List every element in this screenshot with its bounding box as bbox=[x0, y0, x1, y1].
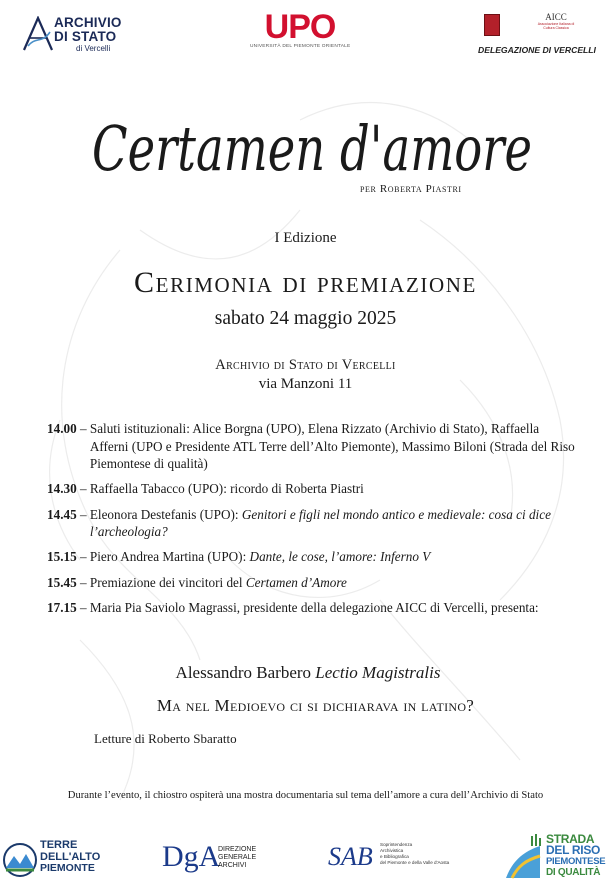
aicc-title: AICC bbox=[545, 12, 567, 22]
upo-subtitle: UNIVERSITÀ DEL PIEMONTE ORIENTALE bbox=[250, 44, 351, 49]
program-item: 14.00 – Saluti istituzionali: Alice Borgna (UPO), Elena Rizzato (Archivio di Stato), Raffaella Afferni (UPO e Presidente ATL Terre dell’Alto Piemonte), Massimo Biloni (Strada del Riso Piemontese di qualità) bbox=[47, 421, 575, 472]
program-list bbox=[47, 420, 577, 624]
aicc-subtitle: Associazione Italiana di Cultura Classica bbox=[537, 22, 575, 30]
program-item: 15.45 – Premiazione dei vincitori del Certamen d’Amore bbox=[47, 574, 347, 590]
program-talk-title: Genitori e figli nel mondo antico e medievale: cosa ci dice l’archeologia? bbox=[89, 506, 551, 540]
strada-riso-logo bbox=[502, 830, 610, 884]
venue-address: via Manzoni 11 bbox=[258, 376, 353, 392]
script-title-text: Certamen d'amore bbox=[92, 112, 532, 185]
strada-line1: STRADA bbox=[546, 832, 595, 846]
program-talk-title: Certamen d’Amore bbox=[245, 574, 347, 590]
dga-logo bbox=[162, 842, 272, 878]
program-time: 15.45 bbox=[47, 574, 77, 590]
program-item: 17.15 – Maria Pia Saviolo Magrassi, presidente della delegazione AICC di Vercelli, presenta: bbox=[47, 599, 539, 615]
program-time: 17.15 bbox=[47, 599, 77, 615]
sab-line3: e Bibliografica bbox=[380, 854, 409, 859]
program-text: Maria Pia Saviolo Magrassi, presidente della delegazione AICC di Vercelli, presenta: bbox=[89, 599, 539, 615]
strada-line3: PIEMONTESE bbox=[546, 856, 606, 867]
lectio-speaker-line bbox=[0, 663, 611, 683]
dga-line1: DIREZIONE bbox=[218, 846, 257, 853]
program-text: Piero Andrea Martina (UPO): bbox=[89, 549, 250, 565]
terre-line3: PIEMONTE bbox=[40, 862, 95, 874]
rice-field-icon bbox=[502, 832, 544, 882]
ceremony-title: Cerimonia di premiazione bbox=[134, 266, 477, 299]
archivio-di-stato-logo bbox=[22, 14, 142, 56]
archivio-a-icon bbox=[22, 16, 54, 52]
sab-line2: Archivistica bbox=[380, 848, 404, 853]
event-date: sabato 24 maggio 2025 bbox=[214, 308, 397, 329]
sab-line4: del Piemonte e della Valle d'Aosta bbox=[380, 860, 450, 865]
program-talk-title: Dante, le cose, l’amore: Inferno V bbox=[249, 549, 431, 565]
lectio-title: Lectio Magistralis bbox=[315, 663, 441, 682]
program-time: 14.00 bbox=[47, 421, 77, 436]
aicc-logo bbox=[478, 12, 604, 60]
program-text: Eleonora Destefanis (UPO): bbox=[89, 506, 242, 522]
dga-wordmark: DgA bbox=[162, 840, 221, 873]
strada-line2: DEL RISO bbox=[546, 843, 601, 857]
program-item: 14.30 – Raffaella Tabacco (UPO): ricordo di Roberta Piastri bbox=[47, 481, 364, 497]
soprintendenza-logo bbox=[328, 840, 478, 876]
script-title bbox=[0, 98, 611, 208]
venue: Archivio di Stato di Vercelli bbox=[215, 357, 396, 373]
terre-alto-piemonte-logo bbox=[2, 836, 117, 880]
dga-line3: ARCHIVI bbox=[218, 862, 247, 869]
program-time: 14.30 bbox=[47, 481, 77, 497]
program-time: 15.15 bbox=[47, 549, 77, 565]
program-text: Premiazione dei vincitori del bbox=[89, 574, 246, 590]
archivio-line3: di Vercelli bbox=[76, 44, 111, 53]
edition: I Edizione bbox=[274, 230, 337, 246]
upo-logo bbox=[250, 10, 350, 58]
program-item: 15.15 – Piero Andrea Martina (UPO): Dante, le cose, l’amore: Inferno V bbox=[47, 549, 431, 565]
dga-line2: GENERALE bbox=[218, 854, 257, 861]
archivio-line2: DI STATO bbox=[54, 29, 117, 44]
mountains-icon bbox=[2, 842, 38, 878]
terre-line1: TERRE bbox=[40, 839, 78, 851]
upo-wordmark: UPO bbox=[264, 8, 336, 46]
program-time: 14.45 bbox=[47, 506, 77, 522]
lectio-speaker: Alessandro Barbero bbox=[175, 663, 312, 682]
terre-line2: DELL'ALTO bbox=[40, 850, 101, 863]
sab-line1: Soprintendenza bbox=[380, 842, 413, 847]
strada-line4: DI QUALITÀ bbox=[546, 867, 601, 878]
program-text: Raffaella Tabacco (UPO): ricordo di Roberta Piastri bbox=[89, 481, 364, 497]
program-item: 14.45 – Eleonora Destefanis (UPO): Genitori e figli nel mondo antico e medievale: cosa ci dice l’archeologia? bbox=[47, 506, 551, 540]
program-text: Saluti istituzionali: Alice Borgna (UPO), Elena Rizzato (Archivio di Stato), Raffaella Afferni (UPO e Presidente ATL Terre dell’Alto Piemonte), Massimo Biloni (Strada del Riso Piemontese di qualità) bbox=[89, 421, 575, 472]
lectio-question: Ma nel Medioevo ci si dichiarava in latino? bbox=[156, 696, 475, 715]
sab-wordmark: SAB bbox=[328, 842, 373, 871]
dedication: per Roberta Piastri bbox=[360, 183, 462, 195]
aicc-delegation: DELEGAZIONE DI VERCELLI bbox=[478, 45, 596, 55]
readings: Letture di Roberto Sbaratto bbox=[94, 731, 237, 746]
exhibition-note: Durante l’evento, il chiostro ospiterà una mostra documentaria sul tema dell’amore a cura dell’Archivio di Stato bbox=[67, 790, 544, 801]
archivio-line1: ARCHIVIO bbox=[54, 15, 122, 30]
vercelli-seal-icon bbox=[484, 14, 500, 36]
